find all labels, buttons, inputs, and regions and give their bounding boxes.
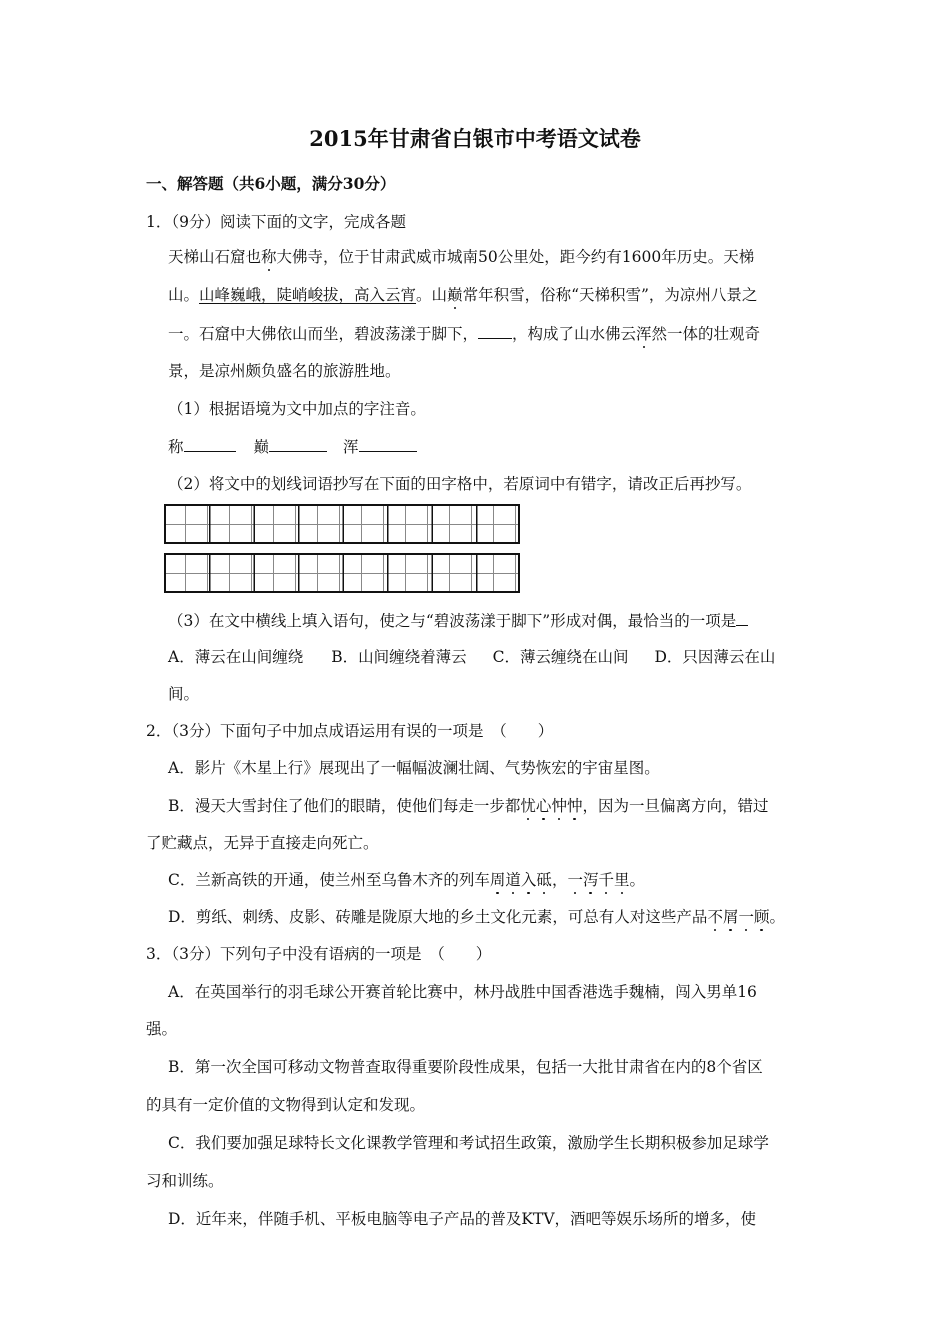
dotted-char-dian: 巅	[447, 286, 463, 304]
dotted-idiom-c1: 周道入砥	[489, 871, 552, 889]
q3-option-b-cont: 的具有一定价值的文物得到认定和发现。	[146, 1096, 426, 1114]
q3-option-b[interactable]: B．第一次全国可移动文物普查取得重要阶段性成果，包括一大批甘肃省在内的8个省区	[168, 1058, 763, 1076]
q3-option-c-cont: 习和训练。	[146, 1172, 224, 1190]
q1-options	[168, 646, 775, 668]
tianzige-grid-row1[interactable]	[164, 504, 520, 544]
option-b[interactable]: B．山间缠绕着薄云	[331, 648, 467, 666]
q1-sub2: （2）将文中的划线词语抄写在下面的田字格中，若原词中有错字，请改正后再抄写。	[168, 475, 752, 493]
dotted-idiom-b: 忧心忡忡	[520, 797, 583, 815]
q3-heading: 3．（3分）下列句子中没有语病的一项是 （ ）	[146, 945, 492, 963]
underlined-phrase: 山峰巍峨，陡峭峻拔，高入云宵	[199, 286, 417, 304]
q2-option-b[interactable]: B．漫天大雪封住了他们的眼睛，使他们每走一步都忧心忡忡，因为一旦偏离方向，错过	[168, 797, 769, 815]
option-a[interactable]: A．薄云在山间缠绕	[168, 648, 304, 666]
q1-passage-line3: 一。石窟中大佛依山而坐，碧波荡漾于脚下， ，构成了山水佛云浑然一体的壮观奇	[168, 322, 760, 345]
q2-option-d[interactable]: D．剪纸、刺绣、皮影、砖雕是陇原大地的乡土文化元素，可总有人对这些产品不屑一顾。	[168, 908, 786, 926]
option-c[interactable]: C．薄云缠绕在山间	[492, 648, 629, 666]
pinyin-blank-2[interactable]	[269, 435, 327, 452]
pinyin-blank-1[interactable]	[184, 435, 236, 452]
q1-passage-line1: 天梯山石窟也称大佛寺，位于甘肃武威市城南50公里处，距今约有1600年历史。天梯	[168, 248, 755, 266]
q1-sub1: （1）根据语境为文中加点的字注音。	[168, 400, 426, 418]
q1-passage-line4: 景，是凉州颇负盛名的旅游胜地。	[168, 362, 401, 380]
q2-option-c[interactable]: C．兰新高铁的开通，使兰州至乌鲁木齐的列车周道入砥，一泻千里。	[168, 871, 646, 889]
page-title: 2015年甘肃省白银市中考语文试卷	[309, 126, 641, 151]
dotted-idiom-c2: 一泻千里	[567, 871, 630, 889]
q3-option-a-cont: 强。	[146, 1020, 178, 1038]
q3-option-d[interactable]: D．近年来，伴随手机、平板电脑等电子产品的普及KTV，酒吧等娱乐场所的增多，使	[168, 1210, 757, 1228]
q3-option-c[interactable]: C．我们要加强足球特长文化课教学管理和考试招生政策，激励学生长期积极参加足球学	[168, 1134, 769, 1152]
q1-passage-line2: 山。山峰巍峨，陡峭峻拔，高入云宵。山巅常年积雪，俗称“天梯积雪”，为凉州八景之	[168, 286, 758, 304]
q1-pinyin-row: 称 巅 浑	[168, 435, 417, 458]
fill-blank[interactable]	[478, 322, 512, 339]
section-heading: 一、解答题（共6小题，满分30分）	[146, 174, 396, 193]
q1-sub3: （3）在文中横线上填入语句，使之与“碧波荡漾于脚下”形成对偶，最恰当的一项是	[168, 609, 748, 632]
option-d[interactable]: D．只因薄云在山	[654, 648, 776, 666]
q2-heading: 2．（3分）下面句子中加点成语运用有误的一项是 （ ）	[146, 722, 554, 740]
pinyin-blank-3[interactable]	[359, 435, 417, 452]
tianzige-grid-row2[interactable]	[164, 553, 520, 593]
answer-blank[interactable]	[736, 609, 748, 626]
q2-option-a[interactable]: A．影片《木星上行》展现出了一幅幅波澜壮阔、气势恢宏的宇宙星图。	[168, 759, 660, 777]
option-d-cont: 间。	[168, 685, 200, 703]
dotted-idiom-d: 不屑一顾	[707, 908, 770, 926]
dotted-char-cheng: 称	[261, 248, 277, 266]
q1-heading: 1．（9分）阅读下面的文字，完成各题	[146, 213, 406, 231]
dotted-char-hun: 浑	[636, 325, 652, 343]
q3-option-a[interactable]: A．在英国举行的羽毛球公开赛首轮比赛中，林丹战胜中国香港选手魏楠，闯入男单16	[168, 983, 757, 1001]
q2-option-b-cont: 了贮藏点，无异于直接走向死亡。	[146, 834, 379, 852]
